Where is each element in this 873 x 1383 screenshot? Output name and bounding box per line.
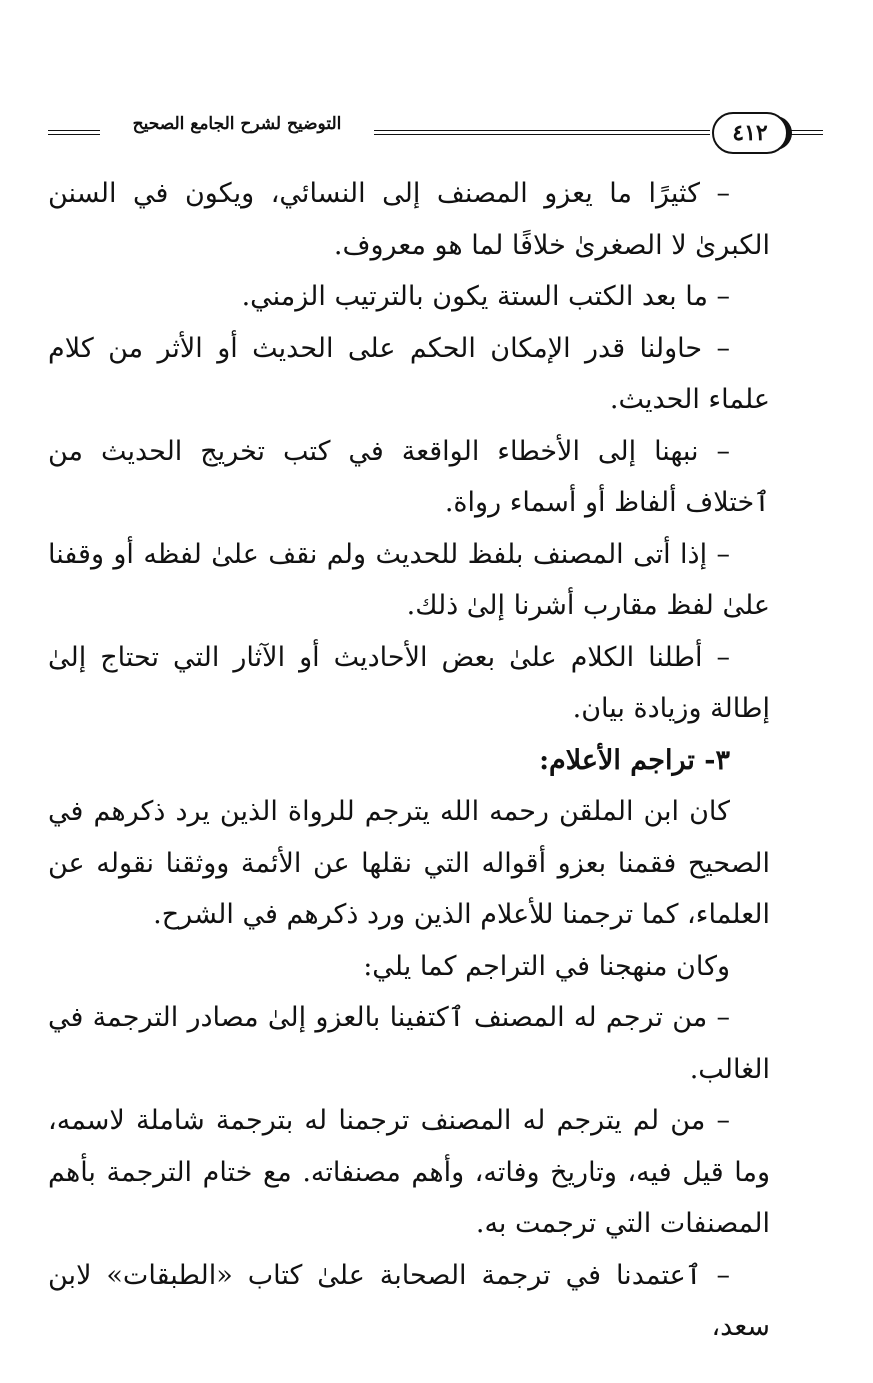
paragraph: – ٱعتمدنا في ترجمة الصحابة علىٰ كتاب «الطبقات» لابن سعد، (48, 1259, 770, 1342)
paragraph: – من ترجم له المصنف ٱكتفينا بالعزو إلىٰ مصادر الترجمة في الغالب. (48, 1002, 770, 1085)
page-number: ٤١٢ (732, 120, 768, 146)
section-heading: ٣- تراجم الأعلام: (539, 744, 730, 776)
paragraph: – أطلنا الكلام علىٰ بعض الأحاديث أو الآثار التي تحتاج إلىٰ إطالة وزيادة بيان. (48, 641, 770, 724)
paragraph: – كثيرًا ما يعزو المصنف إلى النسائي، ويكون في السنن الكبرىٰ لا الصغرىٰ خلافًا لما هو معروف. (48, 178, 770, 261)
paragraph: – نبهنا إلى الأخطاء الواقعة في كتب تخريج الحديث من ٱختلاف ألفاظ أو أسماء رواة. (48, 435, 770, 518)
page-number-badge (712, 112, 788, 154)
header-rule-left (48, 130, 100, 135)
paragraph: – حاولنا قدر الإمكان الحكم على الحديث أو الأثر من كلام علماء الحديث. (48, 332, 770, 415)
paragraph: وكان منهجنا في التراجم كما يلي: (363, 950, 730, 982)
page-body (48, 168, 770, 1353)
paragraph: – من لم يترجم له المصنف ترجمنا له بترجمة شاملة لاسمه، وما قيل فيه، وتاريخ وفاته، وأهم مصنفاته. مع ختام الترجمة بأهم المصنفات التي ترجمت به. (48, 1105, 770, 1239)
paragraph: كان ابن الملقن رحمه الله يترجم للرواة الذين يرد ذكرهم في الصحيح فقمنا بعزو أقواله التي نقلها عن الأئمة ووثقنا نقوله عن العلماء، كما ترجمنا للأعلام الذين ورد ذكرهم في الشرح. (48, 796, 770, 930)
paragraph: – إذا أتى المصنف بلفظ للحديث ولم نقف علىٰ لفظه أو وقفنا علىٰ لفظ مقارب أشرنا إلىٰ ذلك. (48, 538, 770, 621)
paragraph: – ما بعد الكتب الستة يكون بالترتيب الزمني. (241, 281, 730, 312)
header-rule-middle (374, 130, 710, 135)
running-title: التوضيح لشرح الجامع الصحيح (132, 114, 342, 134)
page-header (48, 100, 823, 160)
header-rule-right (791, 130, 823, 135)
